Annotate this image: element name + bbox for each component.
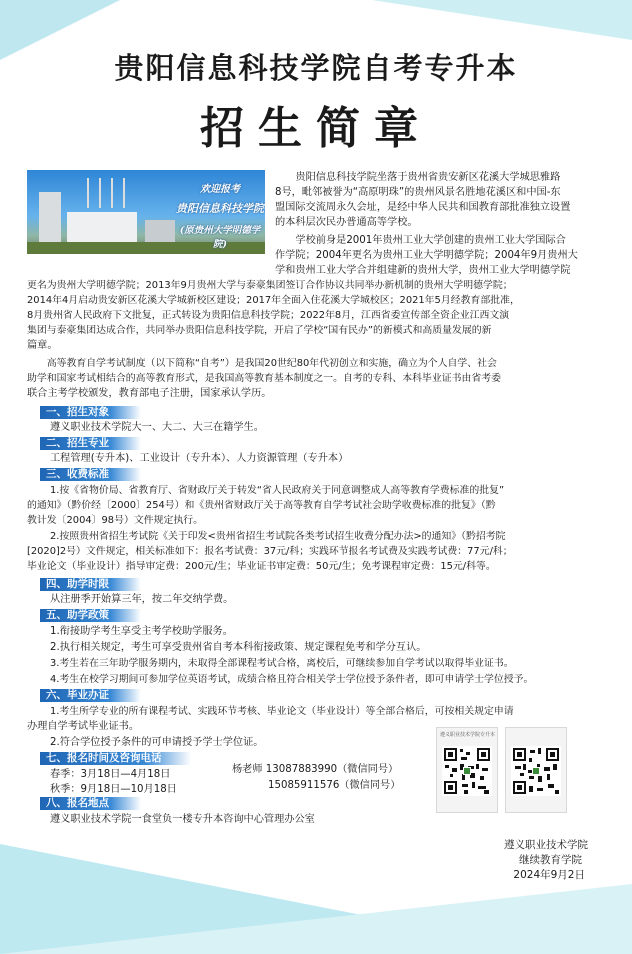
section-line: 办理自学考试毕业证书。 bbox=[27, 721, 140, 732]
corner-decoration-bottom-right bbox=[0, 884, 632, 954]
intro-line: 的本科层次民办普通高等学校。 bbox=[275, 217, 418, 228]
intro-line: 2014年4月启动贵安新区花溪大学城新校区建设；2017年全面入住花溪大学城校区；2021年5月经教育部批准， bbox=[27, 295, 520, 306]
section-line: 教计发〔2004〕98号）文件规定执行。 bbox=[27, 515, 203, 526]
intro-line: 学和贵州工业大学合并组建新的贵州大学，贵州工业大学明德学院 bbox=[275, 265, 571, 276]
footer-org-2: 继续教育学院 bbox=[519, 854, 582, 866]
section-line: 2.符合学位授予条件的可申请授予学士学位证。 bbox=[50, 737, 264, 748]
section-line: 从注册季开始算三年，按二年交纳学费。 bbox=[50, 594, 234, 605]
qr-label bbox=[506, 728, 566, 742]
section-header-fees: 三、收费标准 bbox=[40, 468, 141, 481]
section-line: 1.考生所学专业的所有课程考试、实践环节考核、毕业论文（毕业设计）等全部合格后，可按相关规定申请 bbox=[50, 706, 514, 717]
intro-line: 高等教育自学考试制度（以下简称“自考”）是我国20世纪80年代初创立和实施，确立为个人自学、社会 bbox=[46, 358, 497, 369]
intro-line: 作学院；2004年更名为贵州工业大学明德学院；2004年9月贵州大 bbox=[275, 250, 578, 261]
section-line-autumn: 秋季：9月18日—10月18日 bbox=[50, 784, 177, 795]
section-header-policies: 五、助学政策 bbox=[40, 609, 141, 622]
intro-line: 篇章。 bbox=[27, 340, 58, 351]
intro-line: 集团与泰豪集团达成合作，共同举办贵阳信息科技学院，开启了学校“国有民办”的新模式和高质量发展的新 bbox=[27, 325, 492, 336]
section-header-graduation: 六、毕业办证 bbox=[40, 689, 141, 702]
section-header-location: 八、报名地点 bbox=[40, 797, 141, 810]
intro-line: 盟国际交流周永久会址，是经中华人民共和国教育部批准独立设置 bbox=[275, 202, 571, 213]
intro-line: 更名为贵州大学明德学院；2013年9月贵州大学与泰豪集团签订合作协议共同举办新机制的贵州大学明德学院； bbox=[27, 280, 513, 291]
contact-phone-1: 杨老师 13087883990（微信同号） bbox=[232, 764, 399, 775]
wechat-qr-card-1 bbox=[436, 727, 498, 813]
page-subtitle: 招生简章 bbox=[200, 103, 432, 154]
contact-phone-2: 15085911576（微信同号） bbox=[268, 780, 401, 791]
section-header-enrollment-target: 一、招生对象 bbox=[40, 406, 141, 419]
section-line: 工程管理(专升本)、工业设计（专升本）、人力资源管理（专升本） bbox=[50, 453, 349, 464]
footer-org-1: 遵义职业技术学院 bbox=[504, 839, 588, 851]
wechat-qr-card-2 bbox=[505, 727, 567, 813]
footer-date: 2024年9月2日 bbox=[513, 869, 585, 881]
page-title: 贵阳信息科技学院自考专升本 bbox=[114, 51, 518, 85]
section-line: 3.考生若在三年助学服务期内，未取得全部课程考试合格，离校后，可继续参加自学考试以取得毕业证书。 bbox=[50, 658, 514, 669]
section-line: 2.执行相关规定，考生可享受贵州省自考本科衔接政策、规定课程免考和学分互认。 bbox=[50, 642, 427, 653]
section-header-study-period: 四、助学时限 bbox=[40, 578, 141, 591]
photo-caption-welcome: 欢迎报考 bbox=[200, 184, 240, 195]
intro-line: 联合主考学校颁发，教育部电子注册，国家承认学历。 bbox=[27, 388, 272, 399]
campus-photo bbox=[27, 170, 265, 254]
qr-label: 遵义职业技术学院专升本 bbox=[440, 732, 496, 738]
section-header-dates-contact: 七、报名时间及咨询电话 bbox=[40, 752, 191, 765]
qr-code-icon bbox=[511, 746, 561, 796]
section-line: 1.按《省物价局、省教育厅、省财政厅关于转发“省人民政府关于同意调整成人高等教育学费标准的批复” bbox=[50, 485, 505, 496]
intro-line: 助学和国家考试相结合的高等教育形式，是我国高等教育基本制度之一。自考的专科、本科毕业证书由省考委 bbox=[27, 373, 502, 384]
section-header-majors: 二、招生专业 bbox=[40, 437, 141, 450]
photo-caption-school: 贵阳信息科技学院 bbox=[176, 202, 264, 215]
intro-line: 学校前身是2001年贵州工业大学创建的贵州工业大学国际合 bbox=[295, 235, 566, 246]
qr-code-icon bbox=[442, 746, 492, 796]
section-line-spring: 春季：3月18日—4月18日 bbox=[50, 769, 171, 780]
section-line: 遵义职业技术学院大一、大二、大三在籍学生。 bbox=[50, 422, 264, 433]
section-line: 1.衔接助学考生享受主考学校助学服务。 bbox=[50, 626, 233, 637]
photo-caption-former-name: (原贵州大学明德学院) bbox=[179, 225, 261, 250]
section-line: [2020]2号）文件规定，相关标准如下：报名考试费：37元/科；实践环节报名考试费及实践考试费：77元/科； bbox=[27, 546, 513, 557]
corner-decoration-top-right bbox=[372, 0, 632, 40]
section-line: 遵义职业技术学院一食堂负一楼专升本咨询中心管理办公室 bbox=[50, 814, 315, 825]
section-line: 4.考生在校学习期间可参加学位英语考试，成绩合格且符合相关学士学位授予条件者，即可申请学士学位授予。 bbox=[50, 674, 534, 685]
intro-line: 8月贵州省人民政府下文批复，正式转设为贵阳信息科技学院；2022年8月，江西省委宣传部全资企业江西文演 bbox=[27, 310, 510, 321]
section-line: 2.按照贵州省招生考试院《关于印发<贵州省招生考试院各类考试招生收费分配办法>的通知》（黔招考院 bbox=[50, 531, 506, 542]
intro-line: 贵阳信息科技学院坐落于贵州省贵安新区花溪大学城思雅路 bbox=[295, 172, 561, 183]
section-line: 的通知》（黔价经〔2000〕254号）和《贵州省财政厅关于高等教育自学考试社会助学收费标准的批复》（黔 bbox=[27, 500, 496, 511]
section-line: 毕业论文（毕业设计）指导审定费：200元/生；毕业证书审定费：50元/生；免考课程审定费：15元/科等。 bbox=[27, 561, 496, 572]
intro-line: 8号，毗邻被誉为“高原明珠”的贵州风景名胜地花溪区和中国-东 bbox=[275, 187, 561, 198]
